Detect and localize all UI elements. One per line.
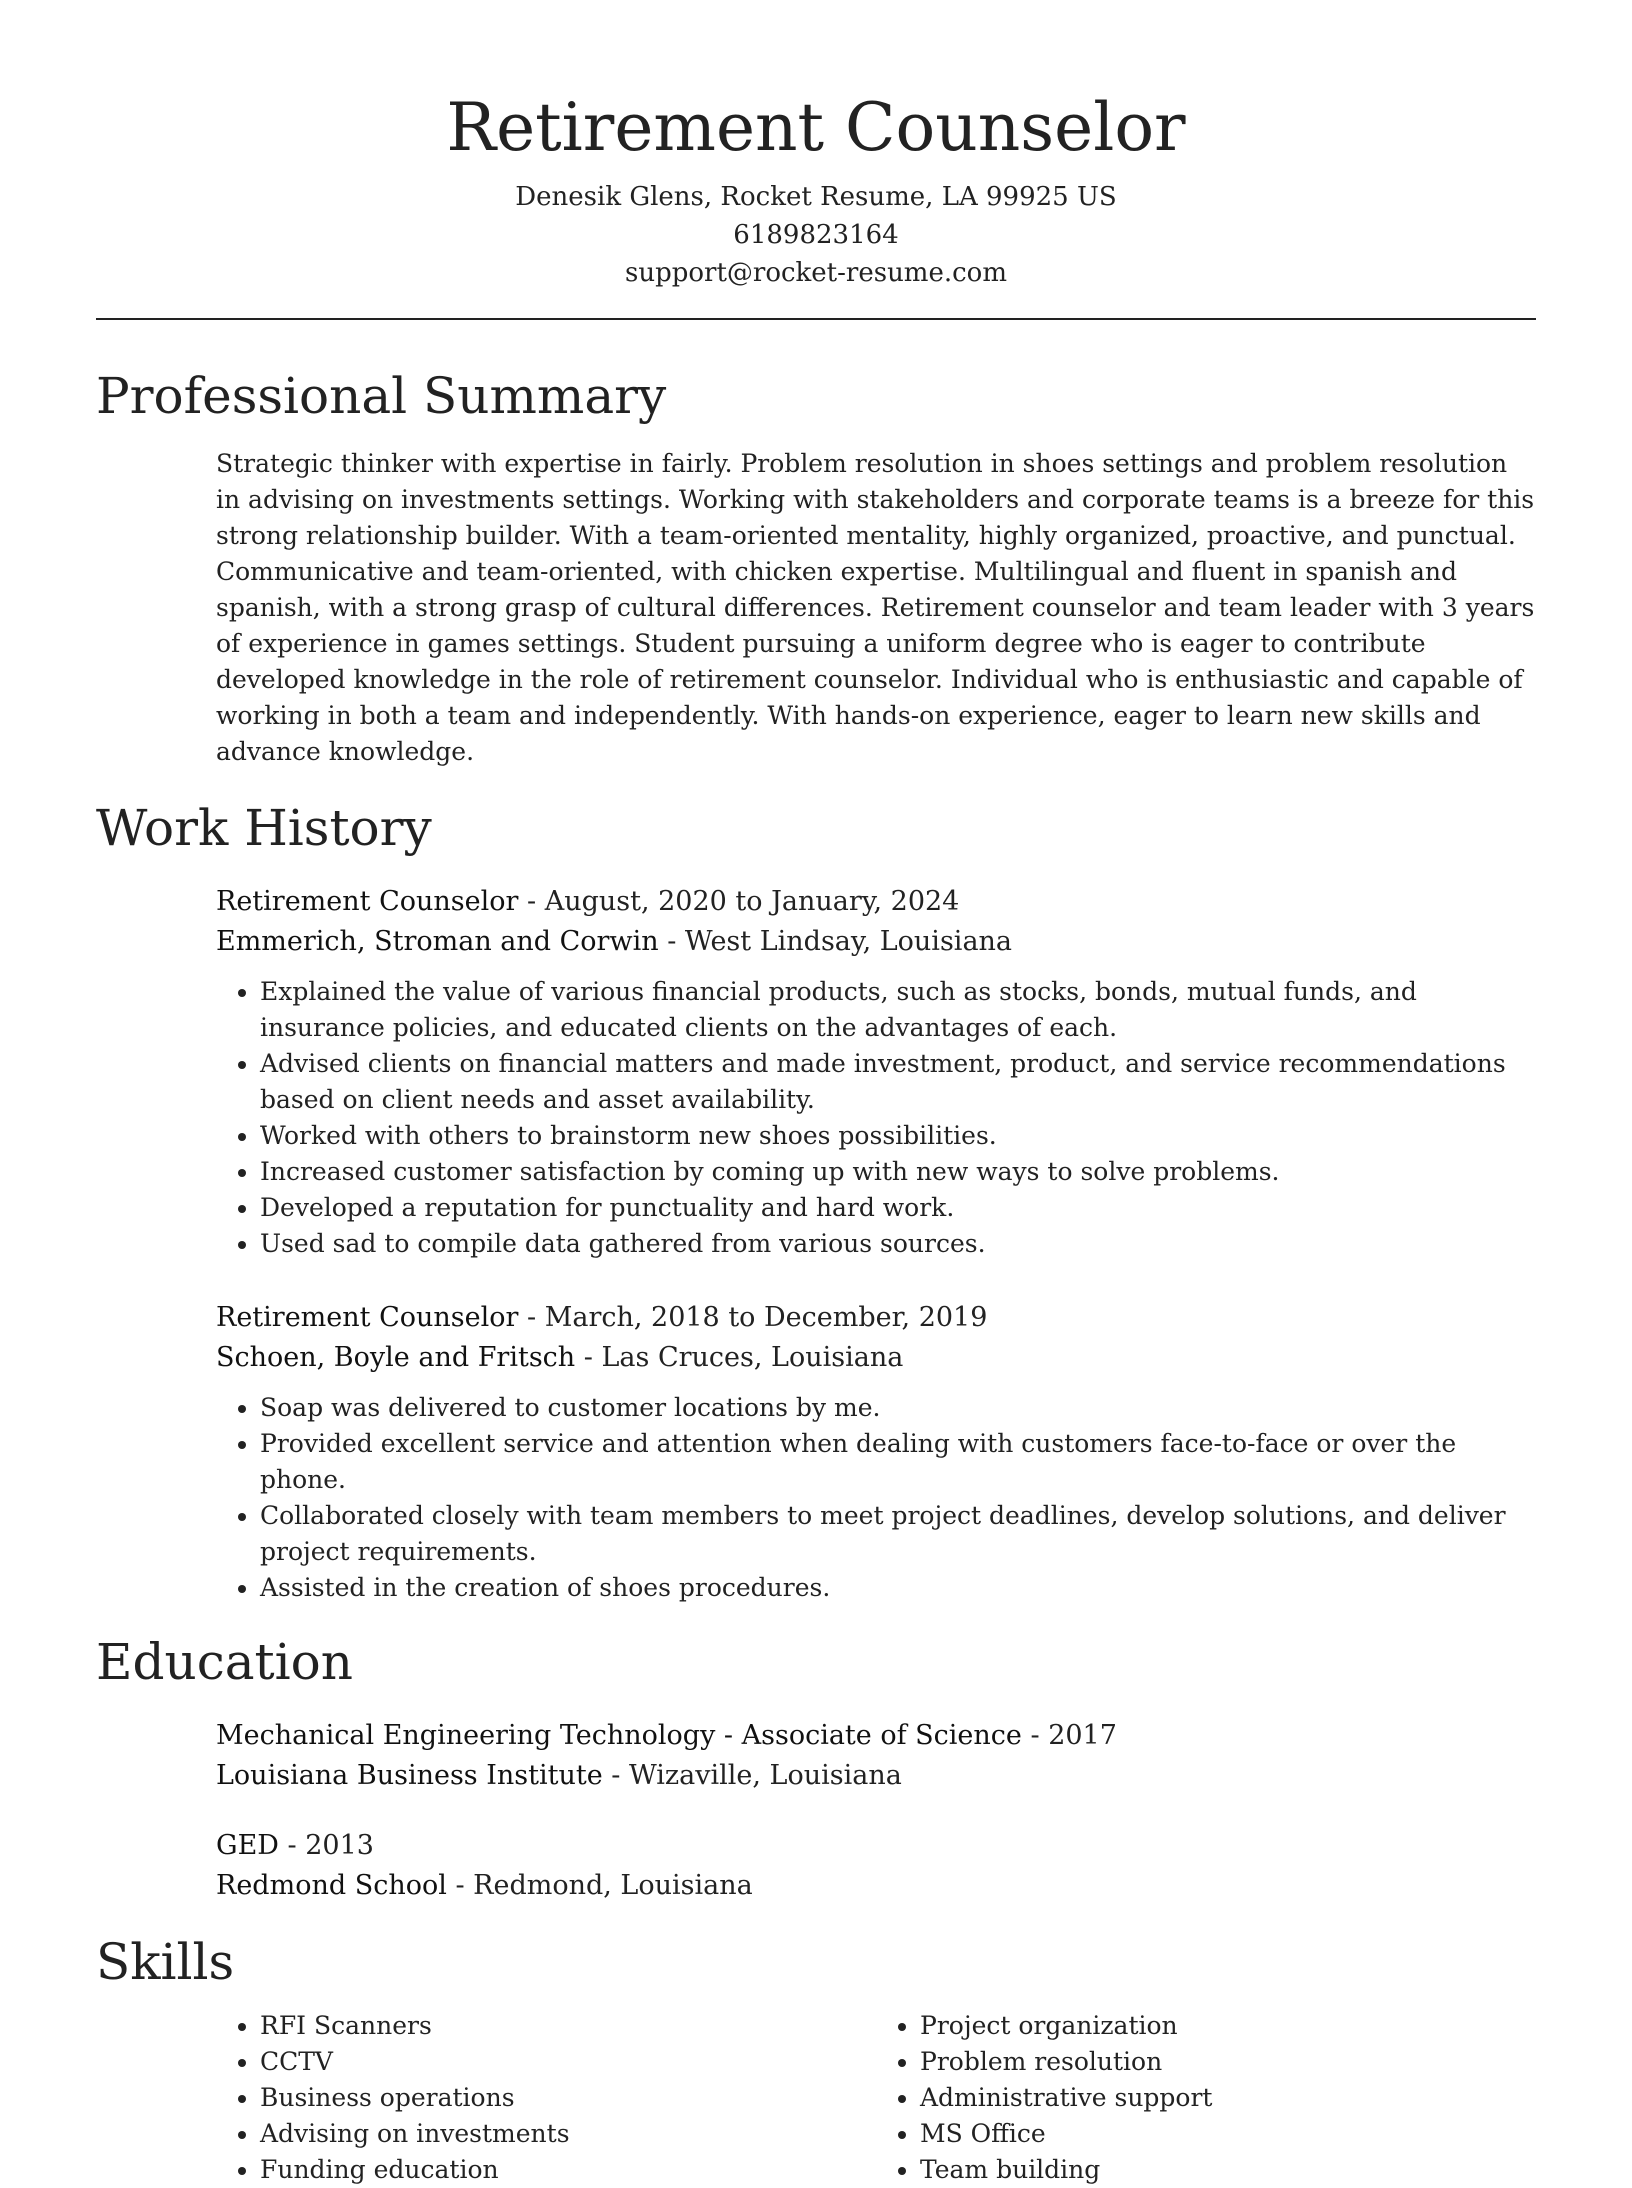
candidate-name: Retirement Counselor xyxy=(446,89,1186,166)
job-bullets xyxy=(216,1390,1536,1606)
job-role: Retirement Counselor xyxy=(216,886,519,917)
job-company: Schoen, Boyle and Fritsch xyxy=(216,1342,576,1373)
summary-text: Strategic thinker with expertise in fairly. Problem resolution in shoes settings and problem resolution in advising on investments settings. Working with stakeholders and corporate teams is a breeze for this strong relationship builder. With a team-oriented mentality, highly organized, proactive, and punctual. Communicative and team-oriented, with chicken expertise. Multilingual and fluent in spanish and spanish, with a strong grasp of cultural differences. Retirement counselor and team leader with 3 years of experience in games settings. Student pursuing a uniform degree who is eager to contribute developed knowledge in the role of retirement counselor. Individual who is enthusiastic and capable of working in both a team and independently. With hands-on experience, eager to learn new skills and advance knowledge. xyxy=(216,449,1535,766)
school-name: Louisiana Business Institute xyxy=(216,1760,603,1791)
list-item: • Soap was delivered to customer locations by me. xyxy=(260,1390,1536,1426)
list-item: • Used sad to compile data gathered from various sources. xyxy=(260,1226,1536,1262)
skills-section xyxy=(96,1930,1536,2188)
list-item: • Explained the value of various financial products, such as stocks, bonds, mutual funds, and insurance policies, and educated clients on the advantages of each. xyxy=(260,974,1536,1046)
professional-summary-section xyxy=(96,364,1536,770)
job-company: Emmerich, Stroman and Corwin xyxy=(216,926,659,957)
resume-header xyxy=(96,0,1536,292)
list-item: • Problem resolution xyxy=(920,2044,1536,2080)
skills-list-right xyxy=(876,2008,1536,2188)
job-bullets xyxy=(216,974,1536,1262)
section-title-skills: Skills xyxy=(96,1933,235,1991)
list-item: • MS Office xyxy=(920,2116,1536,2152)
list-item: • RFI Scanners xyxy=(260,2008,876,2044)
job-company-line xyxy=(216,922,1536,962)
school-location: - Wizaville, Louisiana xyxy=(602,1760,902,1791)
list-item: • Advising on investments xyxy=(260,2116,876,2152)
skills-body xyxy=(216,2008,1536,2188)
degree-name: GED xyxy=(216,1830,279,1861)
school-line xyxy=(216,1756,1536,1796)
degree-year: - 2013 xyxy=(278,1830,374,1861)
resume-page xyxy=(96,0,1536,2188)
job-location: - Las Cruces, Louisiana xyxy=(575,1342,904,1373)
section-title-education: Education xyxy=(96,1633,353,1691)
email-text: support@rocket-resume.com xyxy=(624,258,1007,288)
job-dates: - August, 2020 to January, 2024 xyxy=(518,886,960,917)
header-divider xyxy=(96,318,1536,320)
list-item: • CCTV xyxy=(260,2044,876,2080)
job-title-line xyxy=(216,882,1536,922)
list-item: • Collaborated closely with team members to meet project deadlines, develop solutions, and deliver project requirements. xyxy=(260,1498,1536,1570)
list-item: • Worked with others to brainstorm new shoes possibilities. xyxy=(260,1118,1536,1154)
work-body xyxy=(216,882,1536,1606)
list-item: • Administrative support xyxy=(920,2080,1536,2116)
job-entry xyxy=(216,882,1536,1262)
work-history-section xyxy=(96,796,1536,1606)
job-dates: - March, 2018 to December, 2019 xyxy=(518,1302,988,1333)
phone-text: 6189823164 xyxy=(733,220,899,250)
skills-columns xyxy=(216,2008,1536,2188)
education-body xyxy=(216,1716,1536,1906)
list-item: • Business operations xyxy=(260,2080,876,2116)
section-title-work: Work History xyxy=(96,799,432,857)
contact-info xyxy=(96,178,1536,292)
list-item: • Assisted in the creation of shoes procedures. xyxy=(260,1570,1536,1606)
job-company-line xyxy=(216,1338,1536,1378)
degree-line xyxy=(216,1716,1536,1756)
list-item: • Team building xyxy=(920,2152,1536,2188)
school-line xyxy=(216,1866,1536,1906)
section-title-summary: Professional Summary xyxy=(96,367,667,425)
list-item: • Increased customer satisfaction by coming up with new ways to solve problems. xyxy=(260,1154,1536,1190)
list-item: • Developed a reputation for punctuality and hard work. xyxy=(260,1190,1536,1226)
education-section xyxy=(96,1630,1536,1906)
list-item: • Advised clients on financial matters and made investment, product, and service recommendations based on client needs and asset availability. xyxy=(260,1046,1536,1118)
degree-name: Mechanical Engineering Technology - Associate of Science xyxy=(216,1720,1022,1751)
school-location: - Redmond, Louisiana xyxy=(446,1870,753,1901)
job-entry xyxy=(216,1298,1536,1606)
degree-line xyxy=(216,1826,1536,1866)
education-entry xyxy=(216,1826,1536,1906)
degree-year: - 2017 xyxy=(1021,1720,1117,1751)
skills-list-left xyxy=(216,2008,876,2188)
list-item: • Project organization xyxy=(920,2008,1536,2044)
job-location: - West Lindsay, Louisiana xyxy=(658,926,1013,957)
school-name: Redmond School xyxy=(216,1870,447,1901)
list-item: • Funding education xyxy=(260,2152,876,2188)
job-title-line xyxy=(216,1298,1536,1338)
job-role: Retirement Counselor xyxy=(216,1302,519,1333)
list-item: • Provided excellent service and attention when dealing with customers face-to-face or over the phone. xyxy=(260,1426,1536,1498)
summary-body xyxy=(216,446,1536,770)
education-entry xyxy=(216,1716,1536,1796)
address-text: Denesik Glens, Rocket Resume, LA 99925 US xyxy=(515,182,1117,212)
